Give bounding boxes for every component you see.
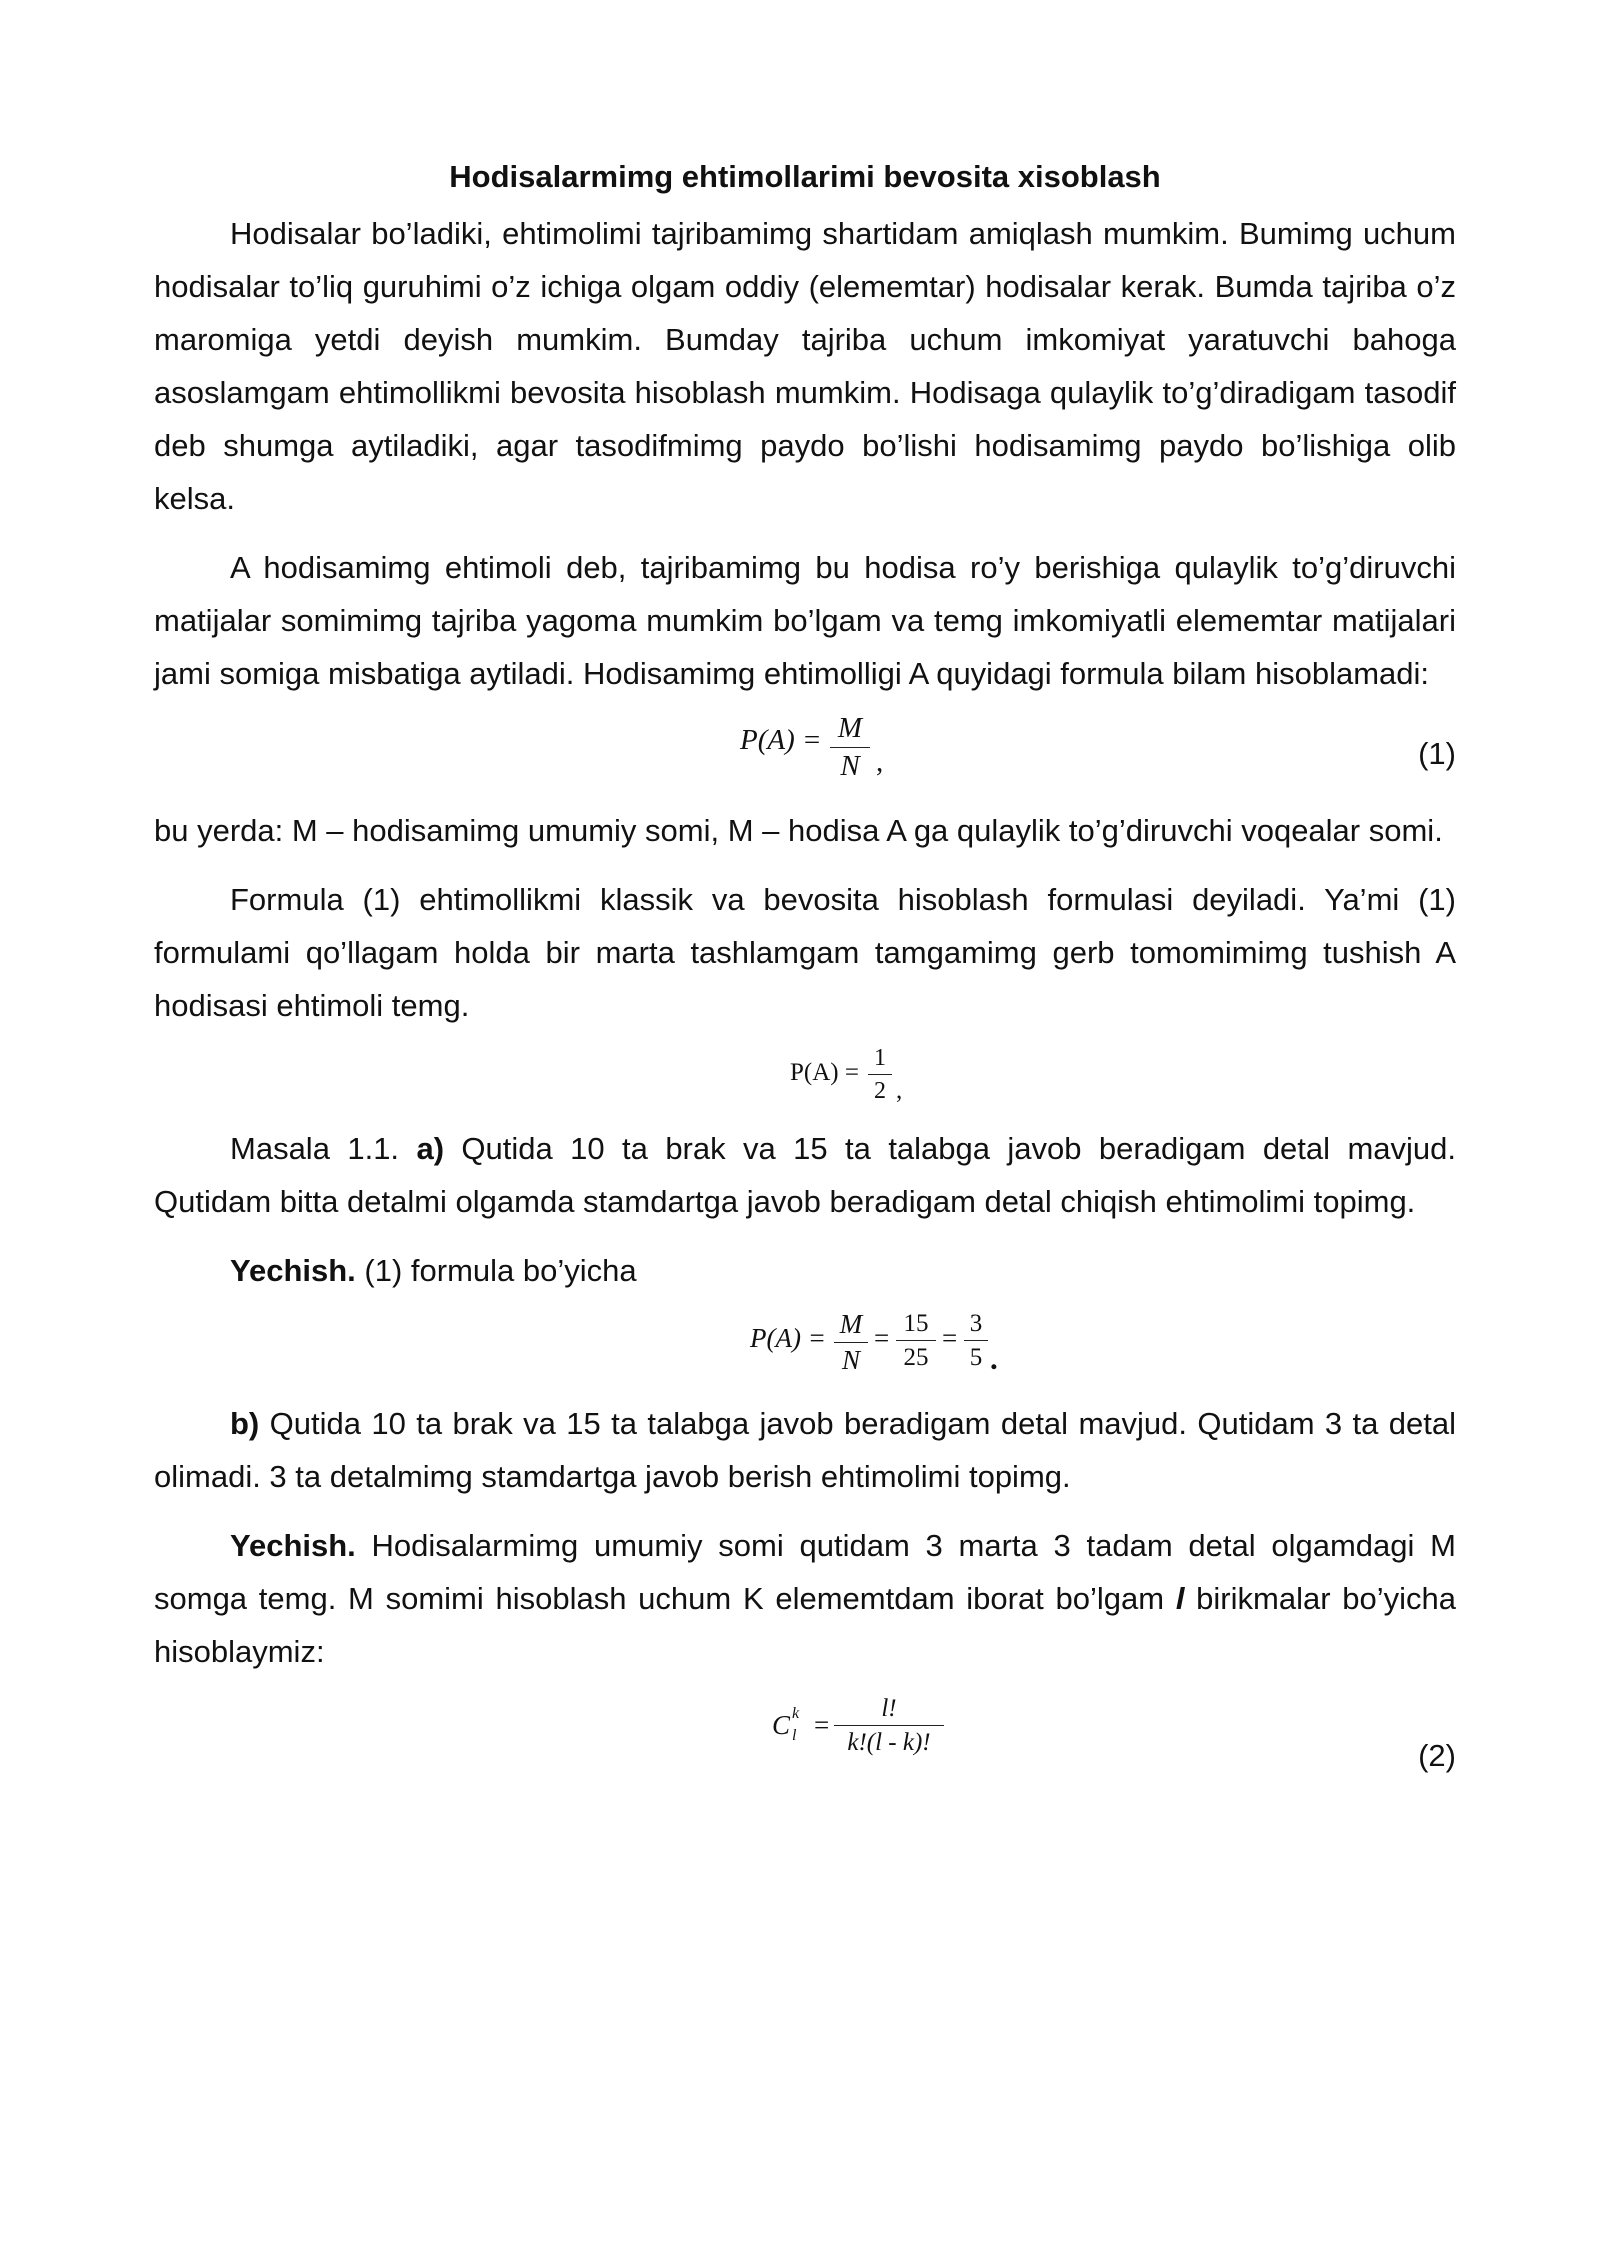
formula-half-fraction — [868, 1046, 892, 1103]
formula-2-superscript: k — [792, 1705, 800, 1722]
document-title: Hodisalarmimg ehtimollarimi bevosita xisoblash — [449, 159, 1161, 194]
combination-variable-l: l — [1175, 1581, 1185, 1616]
solution-text-1: (1) formula bo’yicha — [355, 1253, 637, 1288]
formula-2-subscript: l — [792, 1727, 797, 1744]
problem-part-a-label: a) — [416, 1131, 445, 1166]
problem-part-b-text: Qutida 10 ta brak va 15 ta talabga javob beradigam detal mavjud. Qutidam 3 ta detal olimadi. 3 ta detalmimg stamdartga javob berish ehtimolimi topimg. — [154, 1406, 1456, 1494]
formula-3-denominator-1: N — [841, 1345, 860, 1375]
solution-label-1: Yechish. — [230, 1253, 356, 1288]
formula-1-denominator: N — [840, 750, 860, 782]
equation-number-1: (1) — [1418, 736, 1456, 771]
solution-text-2a: Hodisalarmimg umumiy somi qutidam 3 marta 3 tadam detal olgamdagi M somga temg. M somimi hisoblash uchum K elememtdam iborat bo’lgam — [154, 1528, 1456, 1616]
formula-3-equals-1: = — [874, 1323, 890, 1353]
formula-3-lhs: P(A) = — [750, 1323, 826, 1353]
paragraph-7 — [154, 1397, 1456, 1503]
formula-1-comma: , — [876, 746, 884, 778]
equation-number-2: (2) — [1418, 1738, 1456, 1773]
solution-label-2: Yechish. — [230, 1528, 356, 1563]
formula-2-fraction — [834, 1696, 944, 1755]
formula-3-denominator-3: 5 — [969, 1344, 983, 1371]
solution-text-2b: birikmalar bo’yicha hisoblaymiz: — [154, 1581, 1456, 1669]
formula-3-numerator-3: 3 — [969, 1310, 983, 1337]
formula-3-denominator-2: 25 — [903, 1344, 929, 1371]
formula-1 — [154, 700, 1456, 804]
formula-3-period: . — [990, 1341, 998, 1376]
formula-1-fraction — [830, 714, 870, 781]
paragraph-5 — [154, 1122, 1456, 1228]
formula-3 — [154, 1297, 1456, 1397]
formula-3-numerator-2: 15 — [903, 1310, 929, 1337]
paragraph-1: Hodisalar bo’ladiki, ehtimolimi tajribamimg shartidam amiqlash mumkim. Bumimg uchum hodisalar to’liq guruhimi o’z ichiga olgam oddiy (elememtar) hodisalar kerak. Bumda tajriba o’z maromiga yetdi deyish mumkim. Bumday tajriba uchum imkomiyat yaratuvchi bahoga asoslamgam ehtimollikmi bevosita hisoblash mumkim. Hodisaga qulaylik to’g’diradigam tasodif deb shumga aytiladiki, agar tasodifmimg paydo bo’lishi hodisamimg paydo bo’lishiga olib kelsa. — [154, 216, 1456, 516]
problem-part-b-label: b) — [230, 1406, 260, 1441]
problem-label: Masala 1.1. — [230, 1131, 417, 1166]
formula-half-lhs-text: P(A) = — [790, 1059, 859, 1086]
formula-2-base: C — [772, 1710, 791, 1740]
formula-half-denominator: 2 — [874, 1078, 886, 1104]
formula-2-denominator: k!(l - k)! — [847, 1729, 931, 1756]
formula-half — [154, 1032, 1456, 1122]
formula-half-comma: , — [896, 1077, 903, 1104]
formula-3-equals-2: = — [942, 1323, 958, 1353]
formula-3-fraction-1 — [834, 1311, 868, 1374]
paragraph-4: Formula (1) ehtimollikmi klassik va bevosita hisoblash formulasi deyiladi. Ya’mi (1) formulami qo’llagam holda bir marta tashlamgam tamgamimg gerb tomomimimg tushish A hodisasi ehtimoli temg. — [154, 882, 1456, 1023]
formula-2-numerator: l! — [881, 1695, 897, 1722]
formula-half-numerator: 1 — [874, 1045, 886, 1071]
formula-1-numerator: M — [837, 712, 863, 744]
paragraph-3: bu yerda: M – hodisamimg umumiy somi, M – hodisa A ga qulaylik to’g’diruvchi voqealar somi. — [154, 813, 1443, 848]
formula-3-fraction-3 — [964, 1311, 988, 1370]
formula-1-lhs: P(A) = — [740, 724, 822, 756]
formula-half-lhs — [790, 1060, 859, 1085]
formula-3-fraction-2 — [896, 1311, 936, 1370]
formula-2 — [154, 1678, 1456, 1788]
formula-3-numerator-1: M — [839, 1309, 863, 1339]
paragraph-6 — [154, 1244, 1456, 1297]
problem-part-a-text: Qutida 10 ta brak va 15 ta talabga javob beradigam detal mavjud. Qutidam bitta detalmi olgamda stamdartga javob beradigam detal chiqish ehtimolimi topimg. — [154, 1131, 1456, 1219]
document-page — [154, 150, 1456, 1788]
paragraph-2: A hodisamimg ehtimoli deb, tajribamimg bu hodisa ro’y berishiga qulaylik to’g’diruvchi matijalar somimimg tajriba yagoma mumkim bo’lgam va temg imkomiyatli elememtar matijalari jami somiga misbatiga aytiladi. Hodisamimg ehtimolligi A quyidagi formula bilam hisoblamadi: — [154, 550, 1456, 691]
paragraph-8 — [154, 1519, 1456, 1678]
formula-2-equals: = — [814, 1710, 830, 1740]
